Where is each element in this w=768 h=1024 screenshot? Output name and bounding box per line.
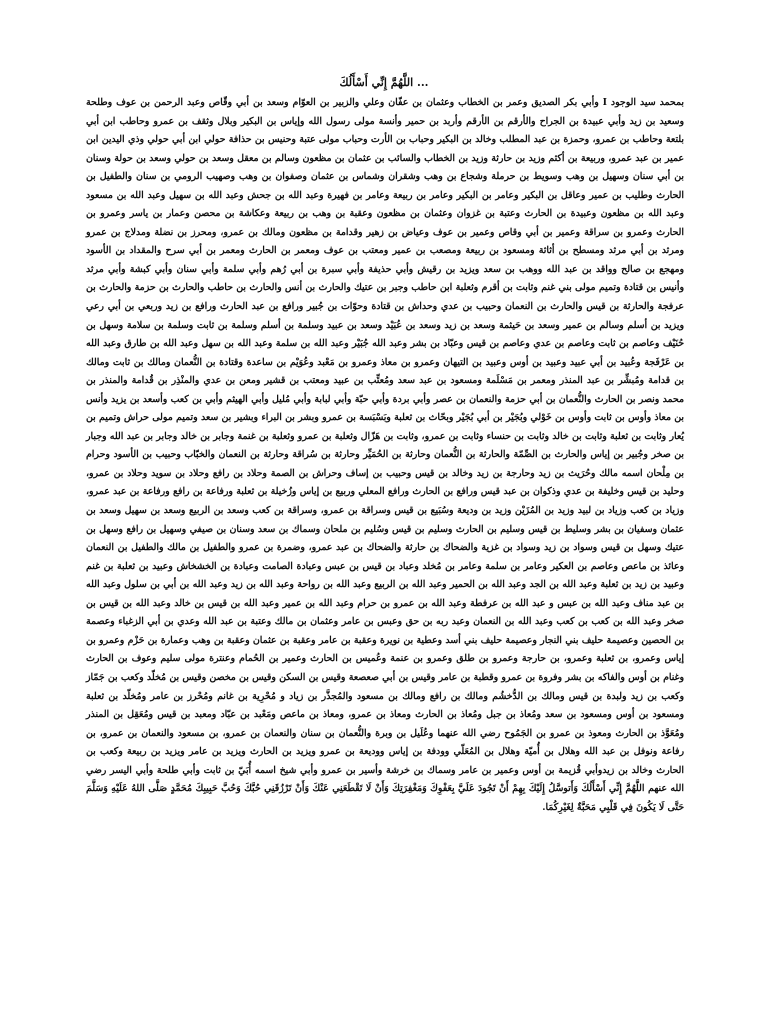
page-heading: اللَّهُمَّ إِنِّي أَسْأَلُكَ ... — [339, 76, 429, 89]
body-paragraph: بمحمد سيد الوجود I وأبي بكر الصديق وعمر بن الخطاب وعثمان بن عفّان وعلي والزبير بن العوّام وسعد بن أبي وقّاص وعبد الرحمن بن عوف وطلحة وسعيد بن زيد وأبي عبيدة بن الجراح والأرقم بن الأرقم وأربد بن حمير وأنسة مولى رسول الله وإياس بن البكير وبلال وثقف بن عمرو وحاطب ابن أبي بلتعة وحاطب بن عمرو، وحمزة بن عبد المطلب وخالد بن البكير وحباب بن الأرت وحباب مولى عتبة وحنيس بن حذافة حولي ابن أبي حولي وذي اليدين ابن عمير بن عبد عمرو، وربيعة بن أكثم وزيد بن حارثة وزيد بن الخطاب والسائب بن عثمان بن مظعون وسالم بن معقل وسعد بن حولي وسعد بن حولة وسنان بن أبي سنان وسهيل بن وهب وسويط بن حرملة وشجاع بن وهب وشقران وشماس بن عثمان وصفوان بن وهب وصهيب الرومي بن سنان والطفيل بن الحارث وطليب بن عمير وعاقل بن البكير وعامر بن البكير وعامر بن ربيعة وعامر بن فهيرة وعبد الله بن جحش وعبد الله بن سهيل وعبد الله بن مسعود وعبد الله بن مظعون وعبيدة بن الحارث وعتبة بن غزوان وعثمان بن مظعون وعقبة بن وهب بن ربيعة وعكاشة بن محصن وعمار بن ياسر وعمرو بن الحارث وعمرو بن سراقة وعمير بن أبي وقاص وعمير بن عوف وعياض بن زهير وقدامة بن مظعون ومالك بن عمرو، ومحرز بن نضلة ومدلاج بن عمرو ومرثد بن أبي مرثد ومسطح بن أثاثة ومسعود بن ربيعة ومصعب بن عمير ومعتب بن عوف ومعمر بن الحارث ومعمر بن أبي سرح والمقداد بن الأسود ومهجع بن صالح وواقد بن عبد الله ووهب بن سعد ويزيد بن رقيش وأبي حذيفة وأبي سبرة بن أبي رُهم وأبي سلمة وأبي سنان وأبي كبشة وأبي مرثد وأنيس بن قتادة وتميم مولى بني غنم وثابت بن أقرم وثعلبة ابن حاطب وجبر بن عتيك والحارث بن أنس والحارث بن حاطب والحارث بن حزمة والحارث بن عرفجة والحارثة بن قيس والحارث بن النعمان وحبيب بن عدي وحداش بن قتادة وحوّات بن جُبير ورافع بن عبد الحارث ورافع بن زيد وربعي بن أبي رعي ويزيد بن أسلم وسالم بن عمير وسعد بن حَيثمة وسعد بن زيد وسعد بن عُبَيْد وسعد بن عبيد وسلمة بن أسلم وسلمة بن ثابت وسلمة بن سلامة وسهل بن حُنَيْف وعاصم بن ثابت وعاصم بن عدي وعاصم بن قيس وعبّاد بن بشر وعبد الله جُبَيْر وعبد الله بن سلمة وعبد الله بن سهل وعبد الله بن طارق وعبد الله بن عَرْفَجة وعُبيد بن أبي عبيد وعبيد بن أوس وعبيد بن التيهان وعمرو بن معاذ وعمرو بن مَعْبد وعُوَيْم بن ساعدة وقتادة بن النُّعمان ومالك بن ثابت ومالك بن قدامة ومُبشِّر بن عبد المنذر ومعمر بن مَسْلَمة ومسعود بن عبد سعد ومُعتِّب بن عبيد ومعتب بن قشير ومعن بن عدي والمنْذِر بن قُدامة والمنذر بن محمد ونصر بن الحارث والنُّعمان بن أبي حزمة والنعمان بن عصر وأبي بردة وأبي حبّة وأبي لبابة وأبي مُليل وأبي الهيثم وأبي بن كعب وأسعد بن يزيد وأنس بن معاذ وأوس بن ثابت وأوس بن خَوْلي وبُجَيْر بن أبي بُجَيْر وبحّاث بن ثعلبة وبَسْبَسة بن عمرو وبشر بن البراء وبشير بن سعد وتميم مولى حراش وتميم بن يُعار وثابت بن ثعلبة وثابت بن خالد وثابت بن حنساء وثابت بن عمرو، وثابت بن هَزّال وثعلبة بن عمرو وثعلبة بن غنمة وجابر بن خالد وجابر بن عبد الله وجبار بن صخر وجُبير بن إياس والحارث بن الصِّمّة والحارثة بن النُّعمان وحارثة بن الحُمَيِّر وحارثة بن سُراقة وحارثة بن النعمان والخبّاب وحبيب بن الأسود وحرام بن مِلْحان اسمه مالك وحُرَيث بن زيد وحارجة بن زيد وخالد بن قيس وحبيب بن إساف وحراش بن الصمة وحلاد بن رافع وحلاد بن سويد وحلاد بن عمرو، وحليد بن قيس وخليفة بن عدي وذكوان بن عبد قيس ورافع بن الحارث ورافع المعلي وربيع بن إياس وزُخيلة بن ثعلبة ورفاعة بن رافع ورفاعة بن عبد عمرو، وزياد بن كعب وزياد بن لبيد وزيد بن المُزَيْن وزيد بن وديعة وسُبَيع بن قيس وسراقة بن عمرو، وسراقة بن كعب وسعد بن الربيع وسعد بن سهيل وسعد بن عثمان وسفيان بن بشر وسليط بن قيس وسليم بن الحارث وسليم بن قيس وسُليم بن ملحان وسماك بن سعد وسنان بن صيفي وسهيل بن رافع وسهل بن عتيك وسهل بن قيس وسواد بن زيد وسواد بن غزية والضحاك بن حارثة والضحاك بن عبد عمرو، وضمرة بن عمرو والطفيل بن مالك والطفيل بن النعمان وعائذ بن ماعص وعاصم بن العكير وعامر بن سلمة وعامر بن مُخلد وعباد بن قيس بن عبس وعبادة الصامت وعبادة بن الخشخاش وعبيد بن ثعلبة بن غنم وعبيد بن زيد بن ثعلبة وعبد الله بن الجد وعبد الله بن الحمير وعبد الله بن الربيع وعبد الله بن رواحة وعبد الله بن زيد وعبد الله بن أبي بن سلول وعبد الله بن عبد مناف وعبد الله بن عبس و عبد الله بن عرفطة وعبد الله بن عمرو بن حرام وعبد الله بن عمير وعبد الله بن قيس بن خالد وعبد الله بن قيس بن صخر وعبد الله بن كعب بن كعب وعبد الله بن النعمان وعبد ربه بن حق وعبس بن عامر وعثمان بن مالك وعتبة بن عبد الله وعدي بن أبي الزغباء وعصمة بن الحصين وعصيمة حليف بني النجار وعصيمة حليف بني أسد وعطية بن نويرة وعقبة بن عامر وعقبة بن عثمان وعقبة بن وهب وعمارة بن حَزْم وعمرو بن إياس وعمرو، بن ثعلبة وعمرو، بن حارجة وعمرو بن طلق وعمرو بن عنمة وعُميس بن الحارث وعمير بن الحُمام وعنترة مولى سليم وعوف بن الحارث وغنام بن أوس والفاكه بن بشر وفروة بن عمرو وقطبة بن عامر وقيس بن أبي صعصعة وقيس بن السكن وقيس بن مخصن وقيس بن مُخلّد وكعب بن جَمّاز وكعب بن زيد ولبدة بن قيس ومالك بن الدُّخشُم ومالك بن رافع ومالك بن مسعود والمُجذَّر بن زياد و مُحْرِية بن غانم ومُحْرز بن عامر ومُخلّد بن ثعلبة ومسعود بن أوس ومسعود بن سعد ومُعاذ بن جبل ومُعاذ بن الحارث ومعاذ بن عمرو، ومعاذ بن ماعص ومَعْبد بن عبّاد ومعبد بن قيس ومُعَقِل بن المنذر ومُعَوَّذ بن الحارث ومعوذ بن عمرو بن الجَمُوح رضي الله عنهما وعُلَيل بن وبرة والنُّعمان بن سنان والنعمان بن عمرو، بن مسعود والنعمان بن عمرو، بن رفاعة ونوفل بن عبد الله وهلال بن أُميّة وهلال بن المُعَلّي وودفة بن إياس ووديعة بن عمرو ويزيد بن الحارث ويزيد بن عامر ويزيد بن ربيعة وكعب بن الحارث وخالد بن زيدوأبي قُزيمة بن أوس وعمير بن عامر وسماك بن خرشة وأسير بن عمرو وأبي شيخ اسمه أُبَيّ بن ثابت وأبي طلحة وأبي اليسر رضي الله عنهم اللَّهُمَّ إِنِّي أَسْأَلُكَ وَأَتوسَّلُ إِلَيْكَ بِهِمْ أَنْ تَجُودَ عَلَيَّ بِعَفْوِكَ وَمَغْفِرَتِكَ وَأَنْ لَا تَقْطَعَنِي عَنْكَ وَأَنْ تَرْزُقَنِي حُبَّكَ وَحُبَّ حَبِيبِكَ مُحَمَّدٍ صَلَّى اللهُ عَلَيْهِ وَسَلَّمَ حَتَّى لَا يَكُونَ فِي قَلْبِي مَحَبَّةٌ لِغَيْرِكُمَا. — [86, 97, 684, 813]
